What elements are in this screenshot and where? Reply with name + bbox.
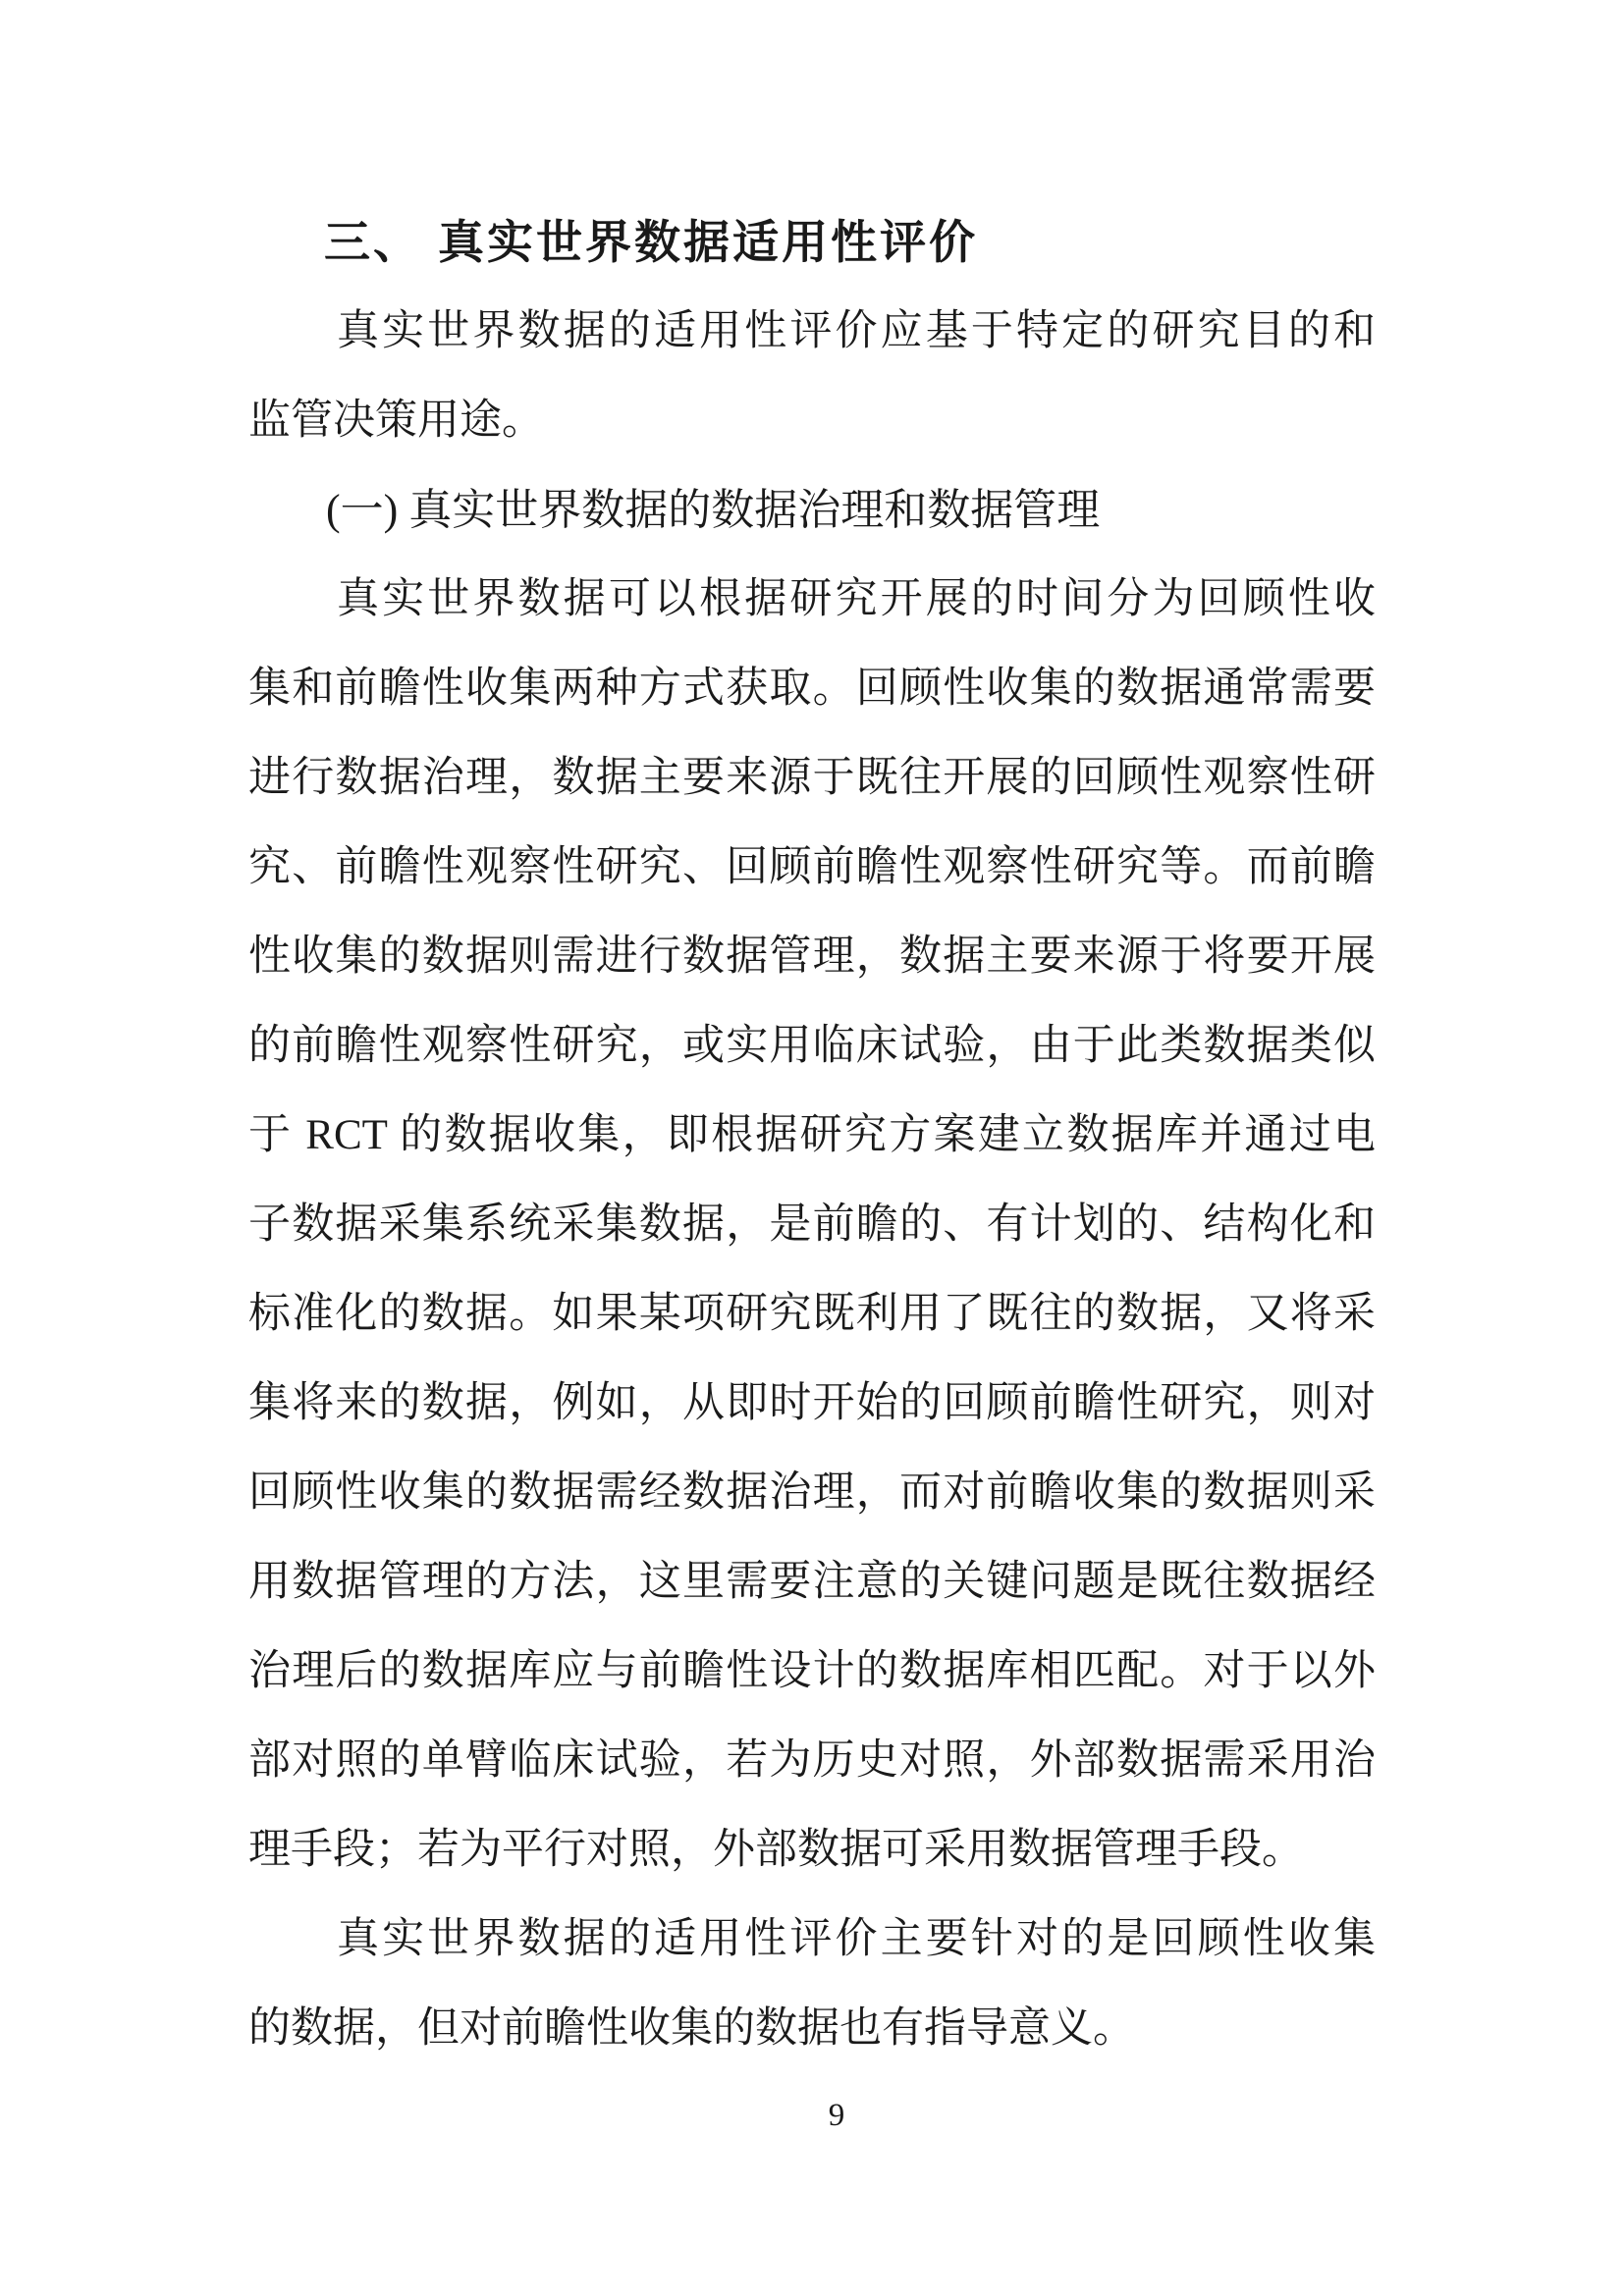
paragraph-main — [248, 555, 1376, 1895]
text-line: 究、前瞻性观察性研究、回顾前瞻性观察性研究等。而前瞻 — [248, 844, 1376, 890]
text-line: 真实世界数据的适用性评价应基于特定的研究目的和 — [337, 308, 1376, 354]
text-line: 的前瞻性观察性研究，或实用临床试验，由于此类数据类似 — [248, 1023, 1376, 1069]
document-body — [248, 197, 1376, 2073]
text-line: 治理后的数据库应与前瞻性设计的数据库相匹配。对于以外 — [248, 1648, 1376, 1694]
text-line: 理手段；若为平行对照，外部数据可采用数据管理手段。 — [248, 1827, 1304, 1873]
text-line: 集将来的数据，例如，从即时开始的回顾前瞻性研究，则对 — [248, 1380, 1376, 1426]
paragraph-intro — [248, 287, 1376, 465]
text-line: 用数据管理的方法，这里需要注意的关键问题是既往数据经 — [248, 1559, 1376, 1605]
section-heading: 三、 真实世界数据适用性评价 — [324, 216, 979, 268]
page-number: 9 — [828, 2098, 845, 2133]
text-line: 的数据，但对前瞻性收集的数据也有指导意义。 — [248, 2005, 1135, 2052]
text-line: 集和前瞻性收集两种方式获取。回顾性收集的数据通常需要 — [248, 666, 1376, 712]
text-line: 监管决策用途。 — [248, 398, 544, 444]
text-line: 回顾性收集的数据需经数据治理，而对前瞻收集的数据则采 — [248, 1469, 1376, 1516]
text-line: 子数据采集系统采集数据，是前瞻的、有计划的、结构化和 — [248, 1201, 1376, 1248]
text-line: 部对照的单臂临床试验，若为历史对照，外部数据需采用治 — [248, 1737, 1376, 1784]
paragraph-closing — [248, 1895, 1376, 2073]
text-line: 真实世界数据的适用性评价主要针对的是回顾性收集 — [337, 1916, 1376, 1962]
subsection-heading: (一) 真实世界数据的数据治理和数据管理 — [326, 486, 1101, 534]
text-line: 性收集的数据则需进行数据管理，数据主要来源于将要开展 — [248, 934, 1376, 980]
text-line: 于 RCT 的数据收集，即根据研究方案建立数据库并通过电 — [248, 1112, 1376, 1158]
text-line: 进行数据治理，数据主要来源于既往开展的回顾性观察性研 — [248, 755, 1376, 801]
text-line: 标准化的数据。如果某项研究既利用了既往的数据，又将采 — [248, 1291, 1376, 1337]
text-line: 真实世界数据可以根据研究开展的时间分为回顾性收 — [337, 576, 1376, 622]
